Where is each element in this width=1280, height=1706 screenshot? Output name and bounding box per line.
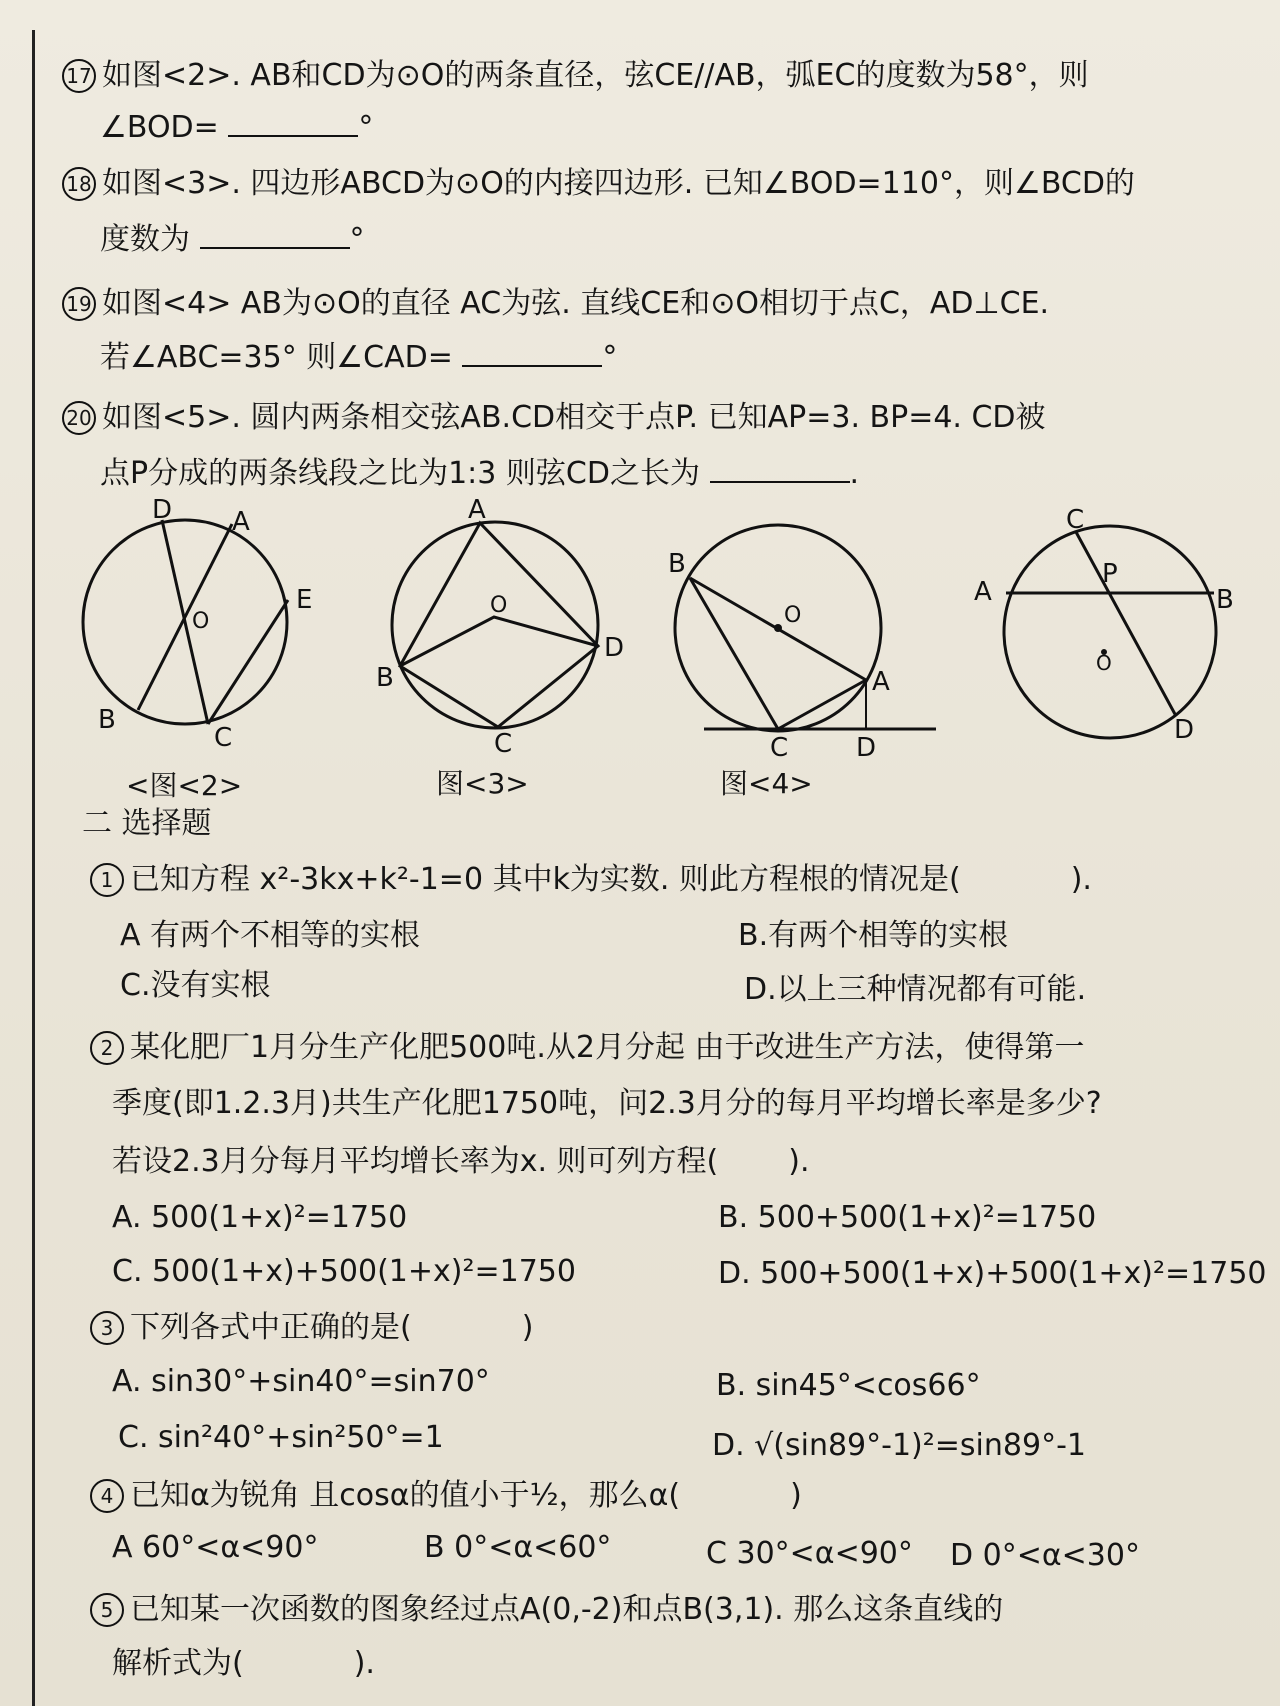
option-b[interactable]: B. 500+500(1+x)²=1750	[718, 1200, 1097, 1235]
fig4-caption: 图<4>	[720, 767, 813, 800]
fig2-label-a: A	[232, 507, 250, 537]
choice-question-2-line3	[112, 1144, 810, 1180]
option-a[interactable]: A 60°<α<90°	[112, 1530, 319, 1565]
fig4-label-c: C	[770, 733, 789, 763]
choice-question-3	[90, 1310, 533, 1346]
question-number: 4	[90, 1479, 124, 1513]
fig4-label-a: A	[872, 667, 890, 697]
question-text: 如图<4> AB为⊙O的直径 AC为弦. 直线CE和⊙O相切于点C，AD⊥CE.	[102, 286, 1050, 321]
question-text: 若∠ABC=35° 则∠CAD=	[100, 340, 453, 375]
question-number: 2	[90, 1031, 124, 1065]
unit-mark: .	[849, 456, 860, 491]
bracket-close: ).	[1070, 862, 1092, 897]
choice-question-1	[90, 862, 1092, 898]
choice-question-5-line1	[90, 1592, 1003, 1628]
question-text: 点P分成的两条线段之比为1:3 则弦CD之长为	[100, 456, 700, 491]
question-text: 已知α为锐角 且cosα的值小于½，那么α(	[130, 1478, 681, 1513]
figures-layer	[0, 0, 1280, 800]
fig2-label-d: D	[152, 495, 173, 525]
figure-3	[392, 522, 598, 728]
fig4-label-o: O	[784, 603, 802, 628]
fig5-label-d: D	[1174, 715, 1195, 745]
fig3-label-b: B	[376, 663, 394, 693]
option-d[interactable]: D. √(sin89°-1)²=sin89°-1	[712, 1428, 1086, 1463]
bracket-close: )	[790, 1478, 802, 1513]
option-c[interactable]: C.没有实根	[120, 968, 271, 1003]
unit-mark: °	[358, 110, 374, 145]
fig4-label-d: D	[856, 733, 877, 763]
question-text: 某化肥厂1月分生产化肥500吨.从2月分起 由于改进生产方法，使得第一	[130, 1030, 1085, 1065]
fig5-label-o: O	[1096, 651, 1112, 675]
option-a[interactable]: A 有两个不相等的实根	[120, 918, 421, 953]
unit-mark: °	[349, 222, 365, 257]
fig5-label-a: A	[974, 577, 992, 607]
figure-2	[83, 520, 288, 724]
option-b[interactable]: B 0°<α<60°	[424, 1530, 612, 1565]
fig3-label-c: C	[494, 729, 513, 759]
option-a[interactable]: A. 500(1+x)²=1750	[112, 1200, 408, 1235]
fig3-caption: 图<3>	[436, 767, 529, 800]
bracket-close: )	[521, 1310, 534, 1345]
question-number: 19	[62, 287, 96, 321]
option-d[interactable]: D. 500+500(1+x)+500(1+x)²=1750	[718, 1256, 1267, 1291]
question-text: 如图<5>. 圆内两条相交弦AB.CD相交于点P. 已知AP=3. BP=4. CD被	[102, 400, 1046, 435]
option-d[interactable]: D 0°<α<30°	[950, 1538, 1140, 1573]
option-c[interactable]: C. 500(1+x)+500(1+x)²=1750	[112, 1254, 576, 1289]
fig3-label-d: D	[604, 633, 625, 663]
question-text: 度数为	[100, 222, 190, 257]
fig2-chord-ab	[138, 524, 232, 710]
fig2-label-c: C	[214, 723, 233, 753]
choice-question-5-line2	[112, 1646, 375, 1682]
question-number: 18	[62, 167, 96, 201]
choice-question-2-line1	[90, 1030, 1085, 1066]
question-number: 5	[90, 1593, 124, 1627]
option-d[interactable]: D.以上三种情况都有可能.	[744, 972, 1087, 1007]
bracket-close: ).	[353, 1646, 375, 1681]
fig5-label-b: B	[1216, 585, 1234, 615]
fig2-label-e: E	[296, 585, 313, 615]
question-text: 下列各式中正确的是(	[130, 1310, 412, 1345]
option-b[interactable]: B. sin45°<cos66°	[716, 1368, 981, 1403]
fig4-label-b: B	[668, 549, 686, 579]
bracket-close: ).	[788, 1144, 810, 1179]
fig5-chord-cd	[1076, 532, 1176, 716]
fig5-label-c: C	[1066, 505, 1085, 535]
fig2-label-b: B	[98, 705, 116, 735]
question-text: 如图<3>. 四边形ABCD为⊙O的内接四边形. 已知∠BOD=110°，则∠BCD的	[102, 166, 1135, 201]
section-title: 二 选择题	[82, 806, 212, 841]
fig2-label-o: O	[192, 609, 210, 634]
question-number: 20	[62, 401, 96, 435]
option-b[interactable]: B.有两个相等的实根	[738, 918, 1009, 953]
option-c[interactable]: C 30°<α<90°	[706, 1536, 913, 1571]
choice-question-2-line2: 季度(即1.2.3月)共生产化肥1750吨，问2.3月分的每月平均增长率是多少?	[112, 1086, 1102, 1121]
fig3-label-a: A	[468, 495, 486, 525]
option-a[interactable]: A. sin30°+sin40°=sin70°	[112, 1364, 490, 1399]
figure-4	[675, 525, 936, 731]
fig2-caption: <图<2>	[126, 769, 243, 802]
question-number: 1	[90, 863, 124, 897]
unit-mark: °	[602, 340, 618, 375]
question-number: 17	[62, 59, 96, 93]
fig5-label-p: P	[1102, 559, 1118, 589]
question-text: ∠BOD=	[100, 110, 219, 145]
question-text: 已知方程 x²-3kx+k²-1=0 其中k为实数. 则此方程根的情况是(	[130, 862, 961, 897]
question-number: 3	[90, 1311, 124, 1345]
question-text: 解析式为(	[112, 1646, 244, 1681]
choice-question-4	[90, 1478, 802, 1514]
option-c[interactable]: C. sin²40°+sin²50°=1	[118, 1420, 444, 1455]
fig4-chord-bc	[690, 578, 778, 729]
fig3-label-o: O	[490, 593, 508, 618]
fig5-circle	[1004, 526, 1216, 738]
fig3-radii	[400, 617, 598, 666]
question-text: 如图<2>. AB和CD为⊙O的两条直径，弦CE//AB，弧EC的度数为58°，则	[102, 58, 1089, 93]
fig2-chord-ce	[208, 600, 288, 724]
question-text: 若设2.3月分每月平均增长率为x. 则可列方程(	[112, 1144, 719, 1179]
figure-5	[1004, 526, 1216, 738]
question-text: 已知某一次函数的图象经过点A(0,-2)和点B(3,1). 那么这条直线的	[130, 1592, 1004, 1627]
